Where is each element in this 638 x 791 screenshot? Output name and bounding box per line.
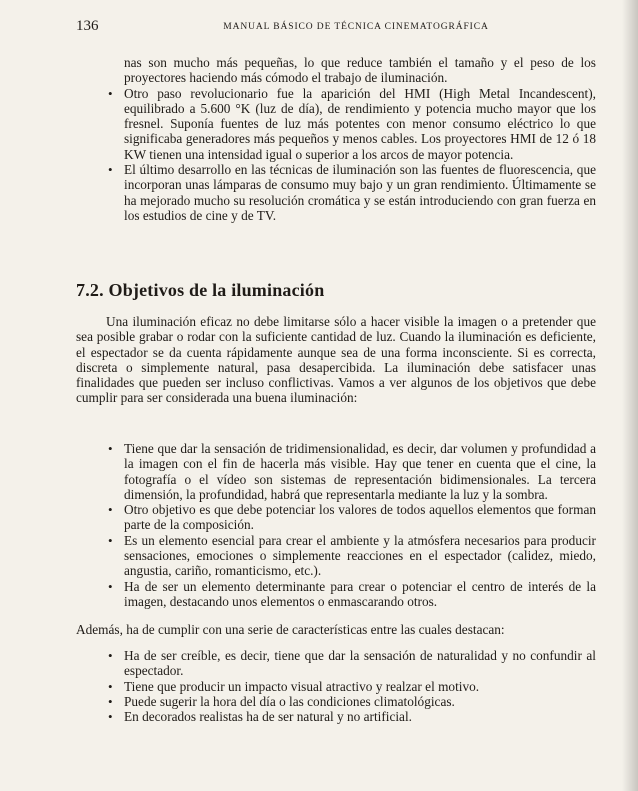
list-item: • Es un elemento esencial para crear el ambiente y la atmósfera necesarios para producir sensaciones, emociones o simplemente reacciones en el espectador (calidez, miedo, angustia, cariño, romanticismo, etc.). [108, 533, 596, 579]
list-item: • En decorados realistas ha de ser natural y no artificial. [108, 709, 596, 724]
running-head: MANUAL BÁSICO DE TÉCNICA CINEMATOGRÁFICA [223, 22, 489, 32]
list-item: • Puede sugerir la hora del día o las condiciones climatológicas. [108, 694, 596, 709]
page-number: 136 [76, 18, 99, 34]
section-intro-paragraph: Una iluminación eficaz no debe limitarse sólo a hacer visible la imagen o a pretender que sea posible grabar o rodar con la suficiente cantidad de luz. Cuando la iluminación es deficiente, el espectador se da cuenta rápidamente aunque sea de una forma inconsciente. Si es correcta, discreta o simplemente natural, pasa desapercibida. La iluminación debe satisfacer unas finalidades que pueden ser incluso conflictivas. Vamos a ver algunos de los objetivos que debe cumplir para ser considerada una buena iluminación: [76, 314, 596, 406]
features-paragraph: Además, ha de cumplir con una serie de características entre las cuales destacan: [76, 622, 505, 637]
list-item: • Otro objetivo es que debe potenciar los valores de todos aquellos elementos que forman parte de la composición. [108, 502, 596, 533]
list-item: • Tiene que dar la sensación de tridimensionalidad, es decir, dar volumen y profundidad a la imagen con el fin de hacerla más visible. Hay que tener en cuenta que el cine, la fotografía o el vídeo son sistemas de representación bidimensionales. La tercera dimensión, la profundidad, habrá que representarla mediante la luz y la sombra. [108, 441, 596, 502]
section-heading: 7.2. Objetivos de la iluminación [76, 280, 325, 300]
objectives-bullet-list [108, 441, 596, 609]
list-item: • Tiene que producir un impacto visual atractivo y realzar el motivo. [108, 679, 596, 694]
list-item: • El último desarrollo en las técnicas de iluminación son las fuentes de fluorescencia, que incorporan unas lámparas de consumo muy bajo y un gran rendimiento. Últimamente se ha mejorado mucho su resolución cromática y se están introduciendo con gran fuerza en los estudios de cine y de TV. [108, 162, 596, 223]
page-spine-shadow [622, 0, 638, 791]
list-item: • Ha de ser creíble, es decir, tiene que dar la sensación de naturalidad y no confundir al espectador. [108, 648, 596, 679]
intro-bullet-list [108, 55, 596, 223]
list-item: • Otro paso revolucionario fue la aparición del HMI (High Metal Incandescent), equilibrado a 5.600 °K (luz de día), de rendimiento y potencia mucho mayor que los fresnel. Suponía fuentes de luz más potentes con menor consumo eléctrico lo que significaba generadores más pequeños y menos cables. Los proyectores HMI de 12 ó 18 KW tienen una intensidad igual o superior a los arcos de mayor potencia. [108, 86, 596, 162]
list-item: • Ha de ser un elemento determinante para crear o potenciar el centro de interés de la imagen, destacando unos elementos o enmascarando otros. [108, 579, 596, 610]
list-item: nas son mucho más pequeñas, lo que reduce también el tamaño y el peso de los proyectores haciendo más cómodo el trabajo de iluminación. [124, 55, 596, 86]
features-bullet-list [108, 648, 596, 724]
page-header [76, 18, 596, 36]
